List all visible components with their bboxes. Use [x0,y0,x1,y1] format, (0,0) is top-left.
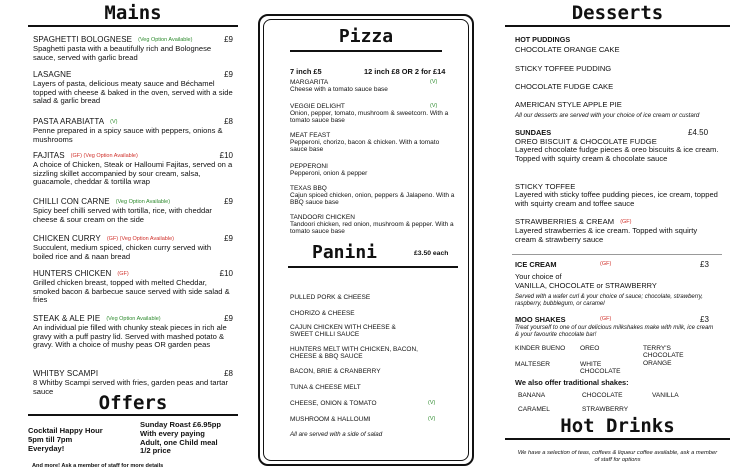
panini-item [290,400,420,407]
panini-item-name: MUSHROOM & HALLOUMI [290,416,371,423]
bar-malteser: MALTESER [515,361,551,368]
menu-item-price: £9 [224,197,233,206]
sundae-item-name: STICKY TOFFEE [515,182,576,191]
menu-item-tag: (GF) (Veg Option Available) [106,236,174,242]
panini-item [290,294,420,301]
panini-item-tag: (V) [428,400,436,406]
hot-drinks-note: We have a selection of teas, coffees & liqueur coffee available, ask a member of staff for options [517,450,718,463]
mains-divider [28,25,238,27]
menu-item-description: 8 Whitby Scampi served with fries, garden peas and tartar sauce [33,378,228,396]
menu-item-name: PASTA ARABIATTA [33,117,105,126]
sundae-item-description: Layered strawberries & ice cream. Topped with squirty cream & strawberry sauce [515,226,698,244]
menu-item-name: CHILLI CON CARNE [33,197,110,206]
happy-hour-title: Cocktail Happy Hour [28,426,103,435]
shake-strawberry: STRAWBERRY [582,406,629,413]
pizza-item-description: Cajun spiced chicken, onion, peppers & Jalapeno. With a BBQ sauce base [290,192,455,207]
traditional-label: We also offer traditional shakes: [515,378,629,387]
pizza-item [290,103,455,125]
menu-item-description: Spicy beef chilli served with tortilla, rice, with cheddar cheese & sour cream on the side [33,206,212,224]
ice-cream-note: Served with a wafer curl & your choice of sauce; chocolate, strawberry, raspberry, bubblegum, or caramel [515,294,703,307]
panini-item [290,324,420,338]
mains-title: Mains [104,2,162,24]
menu-item-name: STEAK & ALE PIE [33,314,101,323]
pizza-item-description: Tandoori chicken, red onion, mushroom & pepper. With a tomato sauce base [290,221,454,236]
panini-item [290,384,420,391]
shake-banana: BANANA [518,392,546,399]
menu-item-description: Succulent, medium spiced, chicken curry served with boiled rice and & naan bread [33,243,212,261]
menu-item [33,197,233,224]
pizza-item [290,79,455,93]
offers-divider [28,414,238,416]
sundaes-label: SUNDAES [515,128,552,137]
happy-hour-time: 5pm till 7pm [28,434,73,444]
menu-item-name: WHITBY SCAMPI [33,369,99,378]
pizza-header [278,26,454,52]
ice-cream-price: £3 [700,260,709,269]
pizza-item-description: Pepperoni, onion & pepper [290,170,368,178]
panini-item [290,416,420,423]
sundaes-price: £4.50 [688,128,709,137]
menu-item-description: A choice of Chicken, Steak or Halloumi Fajitas, served on a sizzling skillet accompanied by sour cream, salsa, guacamole, cheddar & tortilla wrap [33,160,233,187]
pudding-note: All our desserts are served with your choice of ice cream or custard [515,112,700,119]
menu-item [33,151,233,187]
ice-cream-name: ICE CREAM [515,260,557,269]
pudding-item: CHOCOLATE FUDGE CAKE [515,82,614,91]
panini-price: £3.50 each [414,250,449,257]
menu-item [33,314,233,350]
menu-item-price: £10 [219,269,233,278]
sundae-item [515,182,720,208]
panini-note: All are served with a side of salad [290,431,383,438]
moo-shakes-note: Treat yourself to one of our delicious milkshakes make with milk, ice cream & your favourite chocolate bar! [515,325,714,338]
pizza-title: Pizza [338,26,394,47]
happy-hour-block [28,427,128,453]
ice-cream-tag: (GF) [600,261,612,267]
desserts-title: Desserts [571,2,664,24]
pizza-item [290,132,455,154]
menu-item-description: An individual pie filled with chunky steak pieces in rich ale gravy with a puff pastry lid. Served with mashed potato & gravy. With a choice of mushy peas OR garden peas [33,323,227,350]
menu-item-name: HUNTERS CHICKEN [33,269,112,278]
menu-item-price: £9 [224,234,233,243]
menu-item-description: Grilled chicken breast, topped with melted Cheddar, smoked bacon & barbecue sauce served with side salad & fries [33,278,230,305]
roast-title: Sunday Roast £6.95pp [140,420,222,429]
menu-item-tag: (V) [110,119,118,125]
mains-section [28,0,238,30]
menu-item-description: Spaghetti pasta with a beautifully rich and Bolognese sauce, served with garlic bread [33,44,212,62]
menu-item [33,117,233,144]
panini-item [290,368,420,375]
sundae-item [515,137,720,163]
sundae-item-description: Layered chocolate fudge pieces & oreo biscuits & ice cream. Topped with squirty cream & chocolate sauce [515,145,719,163]
menu-item [33,35,233,62]
menu-item [33,269,233,305]
pizza-item-tag: (V) [430,103,438,109]
sundae-item-tag: (GF) [620,219,632,225]
menu-item-price: £10 [219,151,233,160]
pizza-item-tag: (V) [430,79,438,85]
hot-drinks-title: Hot Drinks [560,415,675,437]
pudding-item: CHOCOLATE ORANGE CAKE [515,45,620,54]
bar-kinder: KINDER BUENO [515,345,566,352]
panini-divider [288,266,458,268]
panini-item-name: CHORIZO & CHEESE [290,310,355,317]
panini-item-name: TUNA & CHEESE MELT [290,384,361,391]
offers-footer: And more! Ask a member of staff for more details [32,463,164,469]
offers-section [28,392,238,419]
panini-item-name: PULLED PORK & CHEESE [290,294,371,301]
offers-title: Offers [98,392,168,414]
pizza-size-small: 7 inch £5 [290,67,322,76]
pizza-item-name: MEAT FEAST [290,132,331,139]
ice-cream-line2: VANILLA, CHOCOLATE or STRAWBERRY [515,281,657,290]
pizza-item [290,163,455,177]
sunday-roast-block [140,421,240,456]
panini-item-tag: (V) [428,416,436,422]
menu-item-name: FAJITAS [33,151,65,160]
pizza-item-name: PEPPERONI [290,163,328,170]
panini-item [290,346,420,360]
menu-item-name: LASAGNE [33,70,72,79]
roast-line1: With every paying [140,428,205,438]
panini-title: Panini [312,242,378,263]
menu-item-tag: (Veg Option Available) [106,316,161,322]
roast-line3: 1/2 price [140,446,171,456]
bar-terrys: TERRY'S CHOCOLATE ORANGE [643,345,684,367]
pizza-item-description: Cheese with a tomato sauce base [290,86,388,94]
moo-shakes-tag: (GF) [600,316,612,322]
pizza-item-name: TEXAS BBQ [290,185,327,192]
menu-item [33,70,233,106]
desserts-section [505,0,730,30]
panini-item-name: CAJUN CHICKEN WITH CHEESE & SWEET CHILLI SAUCE [290,324,396,339]
pizza-item-name: TANDOORI CHICKEN [290,214,355,221]
pudding-item: STICKY TOFFEE PUDDING [515,64,612,73]
sundae-item-description: Layered with sticky toffee pudding pieces, ice cream, topped with squirty cream and toffee sauce [515,190,718,208]
sundae-item-name: STRAWBERRIES & CREAM [515,217,615,226]
shake-chocolate: CHOCOLATE [582,392,623,399]
menu-item-price: £8 [224,117,233,126]
pizza-size-large: 12 inch £8 OR 2 for £14 [364,67,446,76]
shake-vanilla: VANILLA [652,392,679,399]
pizza-item-description: Onion, pepper, tomato, mushroom & sweetcorn. With a tomato sauce base [290,110,449,125]
panini-item-name: HUNTERS MELT WITH CHICKEN, BACON, CHEESE & BBQ SAUCE [290,346,418,361]
menu-item-price: £9 [224,35,233,44]
shake-caramel: CARAMEL [518,406,550,413]
menu-item-name: CHICKEN CURRY [33,234,101,243]
menu-item-price: £8 [224,369,233,378]
menu-item [33,234,233,261]
pizza-divider [290,50,442,52]
moo-shakes-price: £3 [700,315,709,324]
panini-item-name: CHEESE, ONION & TOMATO [290,400,377,407]
ice-cream-line1: Your choice of [515,272,562,281]
panini-item-name: BACON, BRIE & CRANBERRY [290,368,381,375]
menu-item-price: £9 [224,70,233,79]
menu-item-tag: (Veg Option Available) [138,37,193,43]
hot-drinks-divider [505,438,730,440]
sundae-item-name: OREO BISCUIT & CHOCOLATE FUDGE [515,137,657,146]
pizza-item-name: VEGGIE DELIGHT [290,103,345,110]
menu-item-price: £9 [224,314,233,323]
menu-item-name: SPAGHETTI BOLOGNESE [33,35,133,44]
pudding-item: AMERICAN STYLE APPLE PIE [515,100,622,109]
sundae-item [515,217,720,244]
desserts-divider [505,25,730,27]
menu-item-description: Penne prepared in a spicy sauce with peppers, onions & mushrooms [33,126,223,144]
hot-puddings-label: HOT PUDDINGS [515,35,571,44]
menu-item-tag: (GF) (Veg Option Available) [70,153,138,159]
hot-drinks-header [505,415,730,443]
pizza-item [290,185,455,207]
menu-item-tag: (GF) [117,271,129,277]
roast-line2: Adult, one Child meal [140,437,218,447]
pizza-item [290,214,455,236]
ice-cream-divider [512,254,722,255]
menu-item-tag: (Veg Option Available) [115,199,171,205]
bar-white-chocolate: WHITE CHOCOLATE [580,361,621,376]
happy-hour-days: Everyday! [28,443,65,453]
panini-item [290,310,420,317]
bar-oreo: OREO [580,345,600,352]
pizza-item-description: Pepperoni, chorizo, bacon & chicken. With a tomato sauce base [290,139,440,154]
pizza-item-name: MARGARITA [290,79,329,86]
menu-item-description: Layers of pasta, delicious meaty sauce and Béchamel topped with cheese & baked in the oven, served with a side salad & garlic bread [33,79,233,106]
moo-shakes-name: MOO SHAKES [515,315,566,324]
